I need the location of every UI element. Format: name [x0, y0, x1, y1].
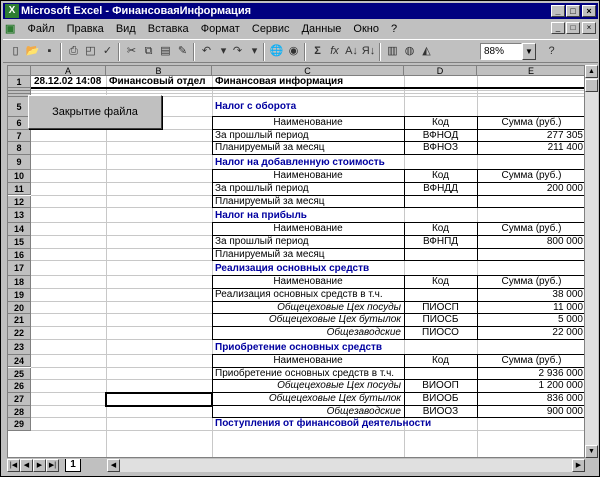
column-header-b[interactable]: B — [106, 66, 212, 76]
menu-window[interactable]: Окно — [353, 23, 379, 35]
item-sum[interactable]: 2 936 000 — [538, 367, 583, 379]
copy-icon[interactable]: ⧉ — [144, 45, 153, 57]
table-border — [212, 116, 585, 117]
column-label-sum[interactable]: Сумма (руб.) — [501, 354, 562, 366]
item-code[interactable]: ВИООБ — [422, 392, 459, 404]
redo-dropdown-icon[interactable]: ▾ — [251, 45, 258, 57]
table-border — [212, 288, 585, 289]
column-label-code[interactable]: Код — [431, 276, 449, 288]
row-header-1[interactable]: 1 — [8, 76, 31, 88]
column-label-name[interactable]: Наименование — [273, 354, 343, 366]
row-header-17[interactable]: 17 — [8, 261, 31, 276]
autosum-icon[interactable]: Σ — [314, 45, 321, 57]
section-title[interactable]: Приобретение основных средств — [215, 341, 383, 353]
column-header-c[interactable]: C — [212, 66, 404, 76]
close-file-button[interactable]: Закрытие файла — [28, 95, 162, 129]
row-header-18[interactable]: 18 — [8, 276, 31, 289]
item-sum[interactable]: 38 000 — [552, 289, 583, 300]
undo-dropdown-icon[interactable]: ▾ — [220, 45, 227, 57]
table-border — [212, 235, 585, 236]
table-border — [212, 326, 585, 327]
open-icon[interactable]: 📂 — [25, 45, 40, 57]
table-border — [212, 129, 585, 130]
section-title[interactable]: Реализация основных средств — [215, 263, 370, 275]
item-code[interactable]: ПИОСО — [422, 327, 459, 339]
row-header-20[interactable]: 20 — [8, 302, 31, 315]
sort-descending-icon[interactable]: Я↓ — [361, 45, 376, 57]
function-icon[interactable]: fx — [330, 45, 339, 57]
row-header-24[interactable]: 24 — [8, 355, 31, 368]
table-border — [212, 275, 585, 276]
excel-icon[interactable]: X — [5, 4, 19, 18]
column-label-code[interactable]: Код — [431, 117, 449, 128]
column-label-code[interactable]: Код — [431, 223, 449, 235]
close-button[interactable]: × — [582, 5, 596, 17]
item-name[interactable]: Приобретение основных средств в т.ч. — [215, 367, 395, 379]
table-border — [477, 354, 478, 419]
table-border — [212, 379, 585, 380]
item-name[interactable]: За прошлый период — [215, 182, 309, 194]
item-sum[interactable]: 200 000 — [546, 182, 583, 194]
item-code[interactable]: ВИООЗ — [422, 405, 459, 417]
item-sum[interactable]: 1 200 000 — [538, 380, 583, 392]
row-header-21[interactable]: 21 — [8, 314, 31, 327]
item-name[interactable]: За прошлый период — [215, 235, 309, 247]
item-sum[interactable]: 5 000 — [557, 314, 583, 326]
column-label-sum[interactable]: Сумма (руб.) — [501, 223, 562, 235]
scroll-left-icon[interactable]: ◀ — [107, 459, 120, 472]
table-border — [212, 354, 213, 419]
table-border — [404, 116, 405, 155]
item-name[interactable]: Реализация основных средств в т.ч. — [215, 289, 383, 300]
table-border — [477, 169, 478, 208]
table-border — [212, 313, 585, 314]
table-border — [212, 169, 213, 208]
table-border — [212, 169, 585, 170]
save-icon[interactable]: ▪ — [47, 45, 52, 57]
table-border — [212, 141, 585, 142]
item-code[interactable]: ВИООП — [422, 380, 459, 392]
table-border — [212, 392, 585, 393]
menu-edit[interactable]: Правка — [66, 23, 104, 35]
table-border — [212, 116, 213, 155]
menu-format[interactable]: Формат — [200, 23, 240, 35]
doc-minimize-button[interactable]: _ — [551, 22, 565, 34]
map-icon[interactable]: ◍ — [404, 45, 415, 57]
section-title[interactable]: Налог с оборота — [215, 101, 297, 112]
office-assistant-icon[interactable]: ? — [548, 45, 555, 57]
chart-wizard-icon[interactable]: ▥ — [387, 45, 398, 57]
table-border — [31, 87, 585, 89]
row-header-10[interactable]: 10 — [8, 170, 31, 183]
department-title[interactable]: Финансовый отдел — [109, 76, 206, 87]
column-label-name[interactable]: Наименование — [273, 170, 343, 182]
menu-help[interactable]: ? — [391, 23, 398, 35]
section-title[interactable]: Поступления от финансовой деятельности — [215, 418, 432, 430]
table-border — [404, 275, 405, 340]
item-sum[interactable]: 800 000 — [546, 235, 583, 247]
table-border — [404, 222, 405, 261]
menu-bar — [3, 21, 598, 37]
row-header-23[interactable]: 23 — [8, 340, 31, 355]
table-border — [212, 222, 213, 261]
table-border — [212, 182, 585, 183]
item-code[interactable]: ВФНОД — [422, 129, 459, 141]
row-header-11[interactable]: 11 — [8, 183, 31, 196]
row-header-12[interactable]: 12 — [8, 196, 31, 209]
row-header-15[interactable]: 15 — [8, 236, 31, 249]
table-border — [212, 248, 585, 249]
scroll-thumb[interactable] — [585, 79, 598, 92]
column-label-code[interactable]: Код — [431, 170, 449, 182]
row-header-28[interactable]: 28 — [8, 406, 31, 419]
menu-view[interactable]: Вид — [115, 23, 136, 35]
excel-doc-icon[interactable]: ▣ — [5, 23, 16, 35]
table-border — [212, 405, 585, 406]
item-name[interactable]: Общецеховые Цех посуды — [277, 380, 401, 392]
column-label-code[interactable]: Код — [431, 354, 449, 366]
row-header-9[interactable]: 9 — [8, 155, 31, 170]
row-header-8[interactable]: 8 — [8, 142, 31, 155]
row-header-19[interactable]: 19 — [8, 289, 31, 302]
table-border — [212, 275, 213, 340]
row-header-25[interactable]: 25 — [8, 368, 31, 381]
row-header-13[interactable]: 13 — [8, 208, 31, 223]
table-border — [477, 222, 478, 261]
scroll-down-icon[interactable]: ▼ — [585, 445, 598, 458]
row-header-6[interactable]: 6 — [8, 117, 31, 130]
row-header-5[interactable]: 5 — [8, 97, 31, 117]
item-sum[interactable]: 22 000 — [552, 327, 583, 339]
vertical-scrollbar[interactable] — [585, 65, 598, 458]
item-code[interactable]: ПИОСБ — [422, 314, 459, 326]
table-border — [404, 169, 405, 208]
next-sheet-icon[interactable]: ▶ — [33, 459, 46, 472]
item-sum[interactable]: 277 305 — [546, 129, 583, 141]
hyperlink-icon[interactable]: 🌐 — [269, 45, 284, 57]
gridline-h — [31, 90, 585, 91]
table-border — [212, 195, 585, 196]
item-name[interactable]: Общезаводские — [326, 405, 401, 417]
new-icon[interactable]: ▯ — [12, 45, 19, 57]
column-label-name[interactable]: Наименование — [273, 276, 343, 288]
format-painter-icon[interactable]: ✎ — [177, 45, 188, 57]
menu-file[interactable]: Файл — [27, 23, 55, 35]
column-header-d[interactable]: D — [404, 66, 477, 76]
item-name[interactable]: За прошлый период — [215, 129, 309, 141]
zoom-input[interactable]: 88% — [480, 43, 522, 60]
gridline-h — [31, 93, 585, 94]
spelling-icon[interactable]: ✓ — [102, 45, 113, 57]
column-label-sum[interactable]: Сумма (руб.) — [501, 276, 562, 288]
section-title[interactable]: Налог на добавленную стоимость — [215, 157, 385, 169]
row-header-14[interactable]: 14 — [8, 223, 31, 236]
item-name[interactable]: Планируемый за месяц — [215, 142, 325, 154]
last-sheet-icon[interactable]: ▶| — [46, 459, 59, 472]
report-title[interactable]: Финансовая информация — [215, 76, 344, 87]
item-sum[interactable]: 900 000 — [546, 405, 583, 417]
redo-icon[interactable]: ↷ — [232, 45, 243, 57]
item-code[interactable]: ВФНОЗ — [423, 142, 458, 154]
web-toolbar-icon[interactable]: ◉ — [288, 45, 299, 57]
item-code[interactable]: ВФНДД — [423, 182, 458, 194]
item-name[interactable]: Общецеховые Цех посуды — [277, 301, 401, 313]
prev-sheet-icon[interactable]: ◀ — [20, 459, 33, 472]
undo-icon[interactable]: ↶ — [201, 45, 212, 57]
item-name[interactable]: Общезаводские — [326, 327, 401, 339]
item-name[interactable]: Планируемый за месяц — [215, 195, 325, 207]
row-header-29[interactable]: 29 — [8, 418, 31, 431]
menu-insert[interactable]: Вставка — [147, 23, 189, 35]
print-icon[interactable]: ⎙ — [69, 45, 78, 57]
row-header-16[interactable]: 16 — [8, 249, 31, 262]
standard-toolbar — [3, 39, 598, 63]
table-border — [212, 301, 585, 302]
menu-tools[interactable]: Сервис — [251, 23, 290, 35]
table-border — [477, 116, 478, 155]
minimize-button[interactable]: _ — [551, 5, 565, 17]
column-label-sum[interactable]: Сумма (руб.) — [501, 170, 562, 182]
row-header-26[interactable]: 26 — [8, 380, 31, 393]
item-code[interactable]: ПИОСП — [422, 301, 459, 313]
row-header-27[interactable]: 27 — [8, 393, 31, 406]
print-preview-icon[interactable]: ◰ — [85, 45, 96, 57]
report-datetime[interactable]: 28.12.02 14:08 — [34, 76, 102, 87]
item-name[interactable]: Общецеховые Цех бутылок — [268, 392, 401, 404]
item-sum[interactable]: 836 000 — [546, 392, 583, 404]
menu-data[interactable]: Данные — [301, 23, 342, 35]
sheet-tab[interactable]: 1 — [65, 459, 81, 472]
item-name[interactable]: Планируемый за месяц — [215, 248, 325, 260]
row-header-7[interactable]: 7 — [8, 130, 31, 143]
drawing-icon[interactable]: ◭ — [422, 45, 431, 57]
column-header-a[interactable]: A — [31, 66, 106, 76]
table-border — [477, 275, 478, 340]
doc-close-button[interactable]: × — [582, 22, 596, 34]
zoom-dropdown-icon[interactable]: ▼ — [522, 43, 536, 60]
section-title[interactable]: Налог на прибыль — [215, 210, 307, 222]
maximize-button[interactable]: □ — [566, 5, 580, 17]
table-border — [212, 354, 585, 355]
doc-restore-button[interactable]: □ — [566, 22, 580, 34]
column-label-name[interactable]: Наименование — [273, 117, 343, 128]
scroll-up-icon[interactable]: ▲ — [585, 65, 598, 78]
item-name[interactable]: Общецеховые Цех бутылок — [268, 314, 401, 326]
table-border — [212, 222, 585, 223]
sort-ascending-icon[interactable]: A↓ — [345, 45, 358, 57]
item-sum[interactable]: 211 400 — [547, 142, 583, 154]
sheet-tab-bar — [7, 459, 598, 473]
column-label-name[interactable]: Наименование — [273, 223, 343, 235]
scroll-right-icon[interactable]: ▶ — [572, 459, 585, 472]
title-bar — [3, 3, 598, 19]
item-sum[interactable]: 11 000 — [553, 301, 583, 313]
row-header-22[interactable]: 22 — [8, 327, 31, 340]
column-header-e[interactable]: E — [477, 66, 585, 76]
first-sheet-icon[interactable]: |◀ — [7, 459, 20, 472]
paste-icon[interactable]: ▤ — [160, 45, 171, 57]
active-cell-b27[interactable] — [105, 392, 213, 407]
select-all-corner[interactable] — [8, 66, 31, 76]
table-border — [404, 354, 405, 419]
item-code[interactable]: ВФНПД — [422, 235, 459, 247]
table-border — [212, 367, 585, 368]
window-title: Microsoft Excel - ФинансоваяИнформация — [21, 5, 252, 17]
cut-icon[interactable]: ✂ — [126, 45, 137, 57]
column-label-sum[interactable]: Сумма (руб.) — [501, 117, 562, 128]
horizontal-scrollbar[interactable] — [107, 459, 585, 472]
